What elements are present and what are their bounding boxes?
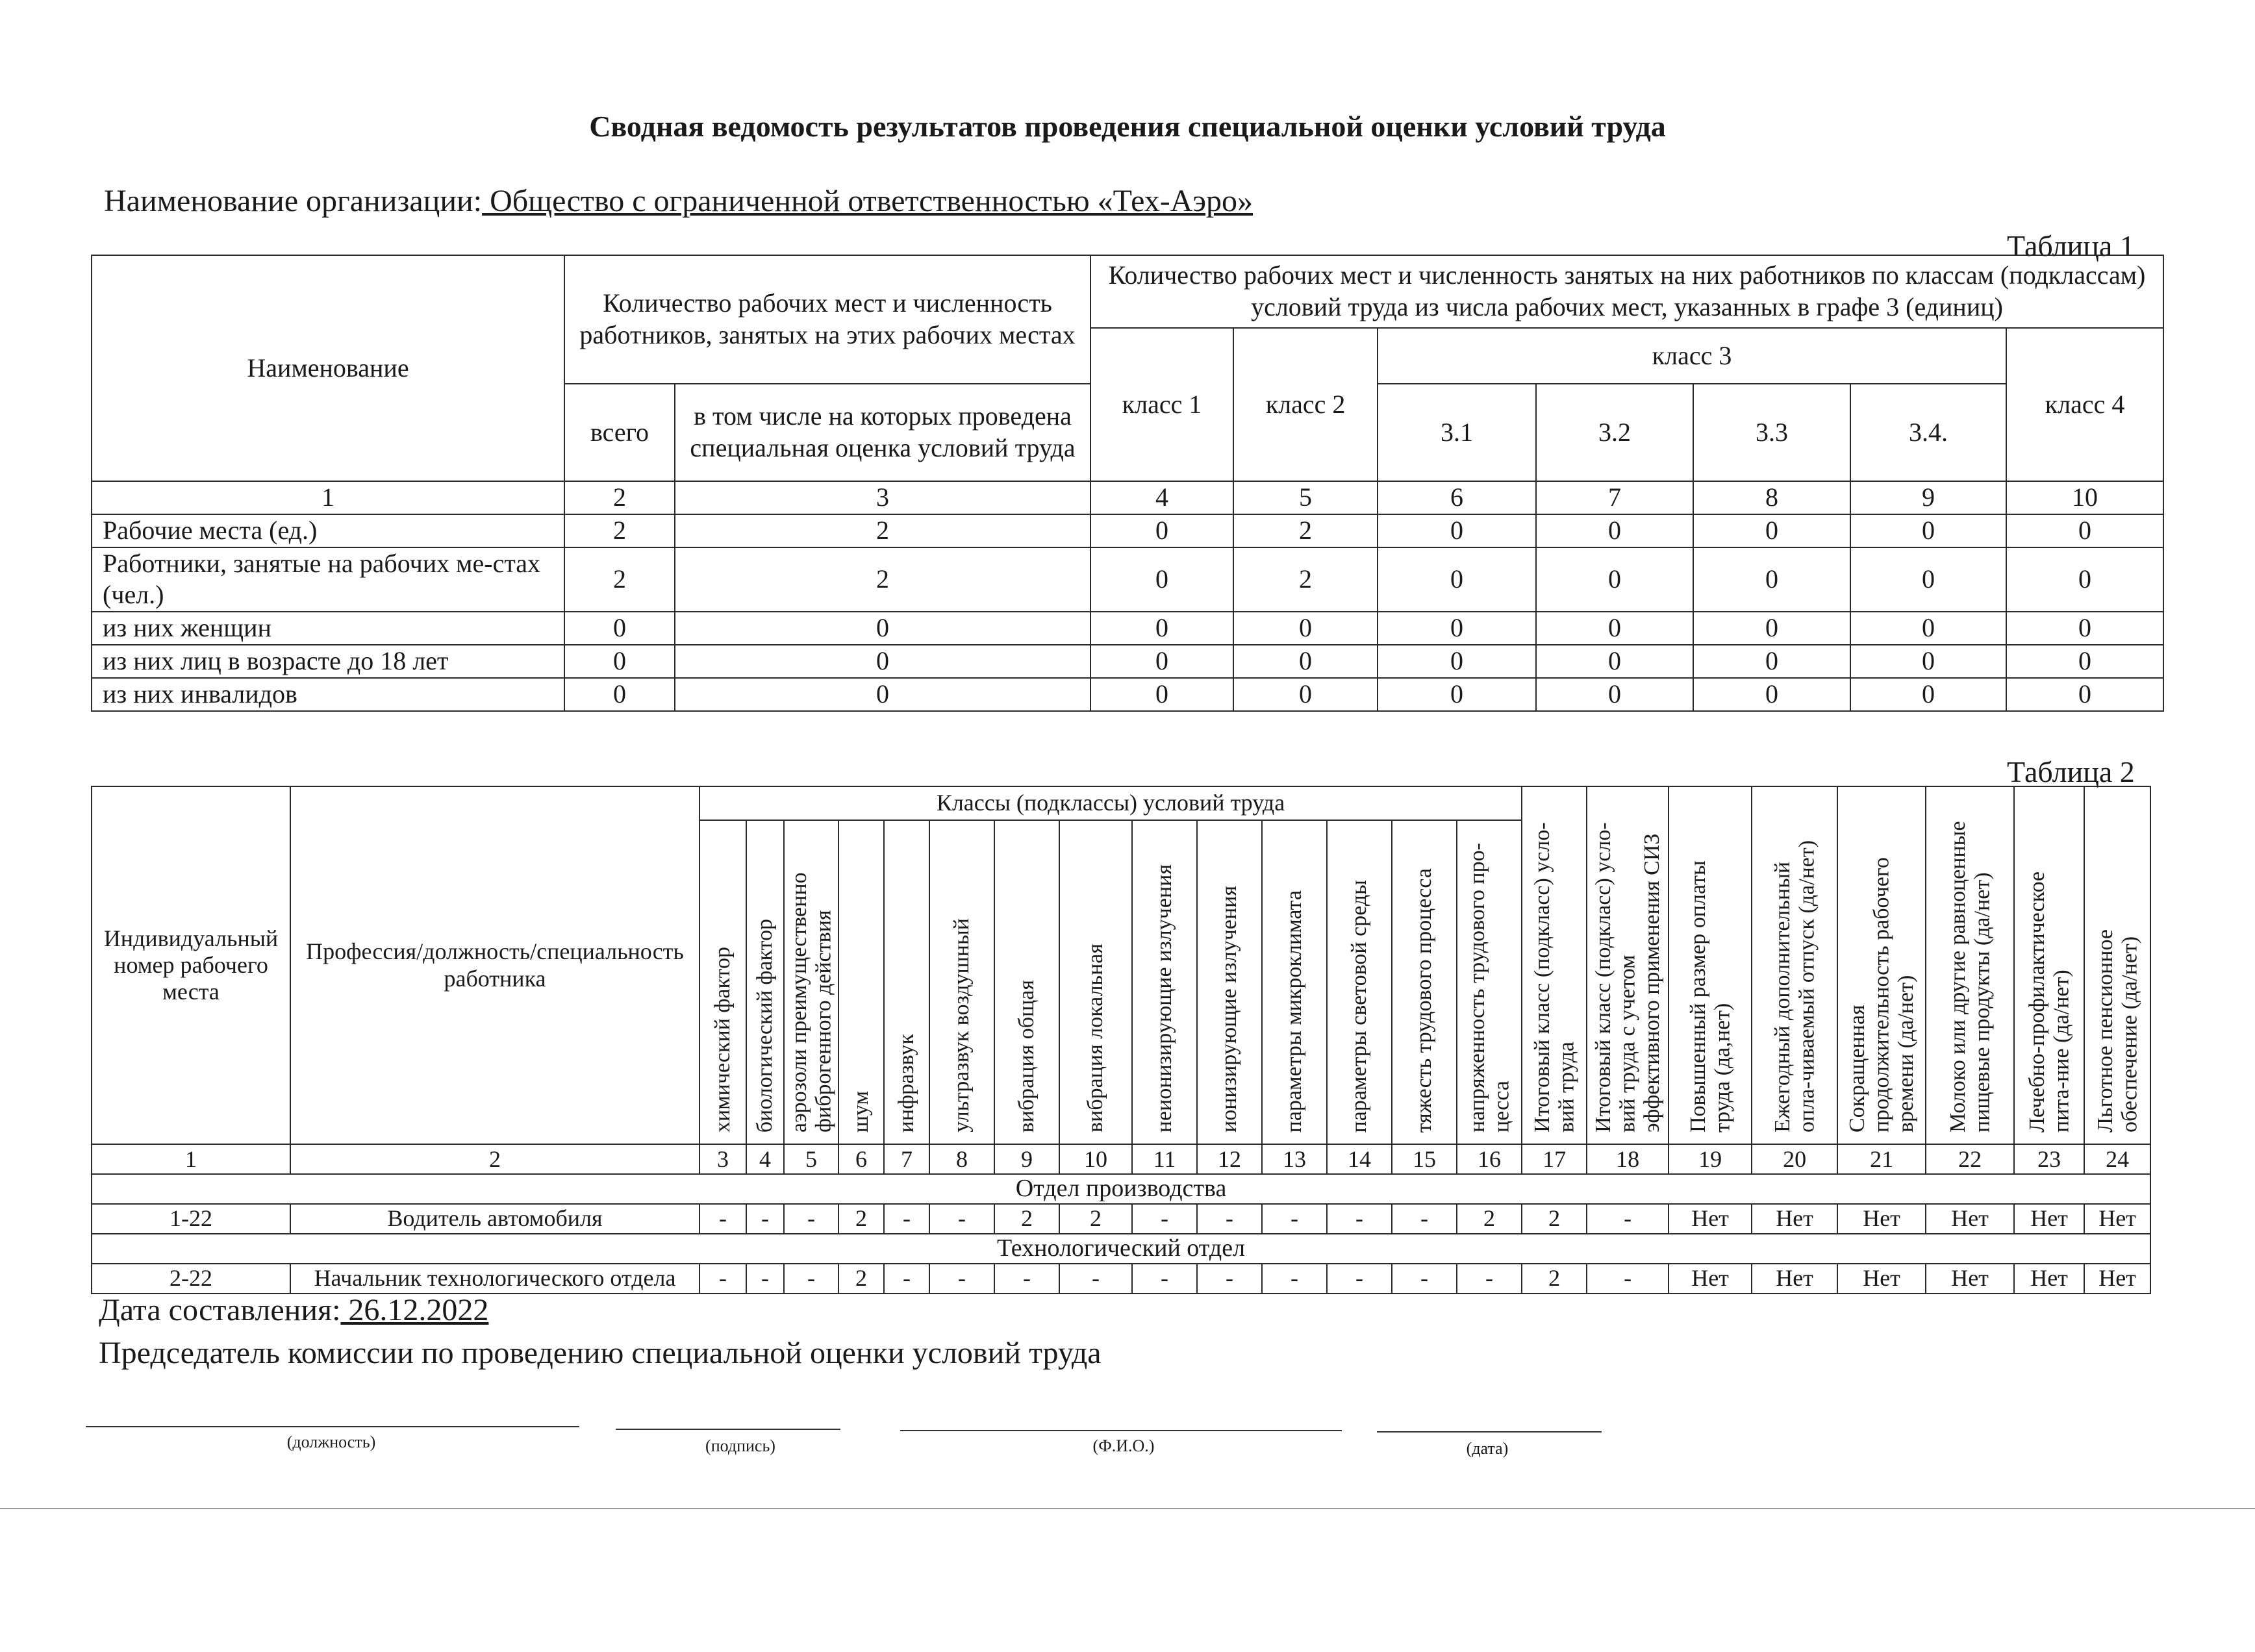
t2-cell: -: [929, 1264, 994, 1294]
t2-colnum: 18: [1587, 1144, 1669, 1174]
t1-colnum: 10: [2006, 481, 2163, 514]
t1-row: [92, 514, 2163, 547]
t1-header-3-4: 3.4.: [1850, 384, 2006, 481]
t2-cell: Нет: [1669, 1264, 1752, 1294]
t1-cell: 2: [675, 514, 1090, 547]
t2-header-milk: Молоко или другие равноценные пищевые продукты (да/нет): [1926, 786, 2014, 1144]
t1-cell: 2: [564, 514, 675, 547]
signature-line-date: [1377, 1431, 1602, 1433]
t2-header-classes: Классы (подклассы) условий труда: [699, 786, 1522, 820]
workplace-profession: Водитель автомобиля: [290, 1204, 699, 1234]
t2-colnum: 15: [1392, 1144, 1457, 1174]
t1-colnum: 3: [675, 481, 1090, 514]
t2-cell: 2: [838, 1204, 884, 1234]
t1-row-name: из них женщин: [92, 612, 564, 645]
t2-cell: 2: [838, 1264, 884, 1294]
date-label: Дата составления:: [99, 1293, 341, 1327]
t2-colnum-row: [92, 1144, 2150, 1174]
t2-colnum: 2: [290, 1144, 699, 1174]
t2-cell: -: [1327, 1204, 1392, 1234]
t2-factor-header: вибрация общая: [994, 820, 1059, 1144]
chairman-line: Председатель комиссии по проведению специальной оценки условий труда: [99, 1336, 1102, 1370]
t2-cell: Нет: [1837, 1264, 1926, 1294]
t2-colnum: 12: [1197, 1144, 1262, 1174]
t2-colnum: 22: [1926, 1144, 2014, 1174]
t2-factor-header: биологический фактор: [746, 820, 784, 1144]
t1-header-classes: Количество рабочих мест и численность занятых на них работников по классам (подклассам) условий труда из числа рабочих мест, указанных в графе 3 (единиц): [1090, 255, 2163, 328]
t1-cell: 2: [564, 547, 675, 612]
t1-colnum: 8: [1693, 481, 1850, 514]
t2-cell: -: [1392, 1264, 1457, 1294]
t2-colnum: 3: [699, 1144, 746, 1174]
t1-cell: 0: [1536, 678, 1693, 711]
t1-cell: 0: [1233, 678, 1378, 711]
t1-cell: 0: [2006, 547, 2163, 612]
t1-row-name: Работники, занятые на рабочих ме-стах (чел.): [92, 547, 564, 612]
t1-cell: 0: [1233, 612, 1378, 645]
signature-caption-signature: (подпись): [705, 1436, 775, 1455]
t1-cell: 0: [1090, 645, 1233, 678]
t2-colnum: 9: [994, 1144, 1059, 1174]
t2-header-id: Индивидуальный номер рабочего места: [92, 786, 290, 1144]
t2-colnum: 23: [2014, 1144, 2084, 1174]
t1-cell: 0: [1090, 612, 1233, 645]
t2-cell: -: [884, 1264, 929, 1294]
scan-edge-divider: [0, 1508, 2255, 1509]
document-title: Сводная ведомость результатов проведения специальной оценки условий труда: [589, 110, 1666, 143]
signature-line-signature: [616, 1429, 840, 1430]
t2-cell: -: [1262, 1204, 1327, 1234]
t2-header-reduced-hours: Сокращенная продолжительность рабочего времени (да/нет): [1837, 786, 1926, 1144]
t2-factor-header: химический фактор: [699, 820, 746, 1144]
t2-cell: -: [1197, 1264, 1262, 1294]
workplace-row: [92, 1204, 2150, 1234]
t1-cell: 2: [1233, 547, 1378, 612]
t2-colnum: 7: [884, 1144, 929, 1174]
t2-cell: -: [784, 1204, 838, 1234]
t2-cell: -: [1132, 1264, 1197, 1294]
t1-cell: 0: [1090, 514, 1233, 547]
t2-cell: -: [1197, 1204, 1262, 1234]
t2-colnum: 6: [838, 1144, 884, 1174]
t2-colnum: 4: [746, 1144, 784, 1174]
t2-cell: Нет: [1752, 1264, 1837, 1294]
t2-factor-header: параметры микроклимата: [1262, 820, 1327, 1144]
t1-cell: 0: [1378, 612, 1536, 645]
table1-caption: Таблица 1: [2007, 229, 2135, 262]
t2-cell: Нет: [1669, 1204, 1752, 1234]
signature-line-position: [86, 1426, 579, 1427]
t2-cell: Нет: [2084, 1264, 2150, 1294]
t2-cell: -: [699, 1204, 746, 1234]
workplace-row: [92, 1264, 2150, 1294]
t1-cell: 0: [1850, 678, 2006, 711]
t2-factor-header: неионизирующие излучения: [1132, 820, 1197, 1144]
t1-cell: 0: [2006, 514, 2163, 547]
t2-cell: Нет: [1926, 1204, 2014, 1234]
t2-cell: 2: [1059, 1204, 1132, 1234]
t2-cell: -: [1392, 1204, 1457, 1234]
t1-header-3-2: 3.2: [1536, 384, 1693, 481]
t1-cell: 0: [675, 645, 1090, 678]
summary-table: [91, 255, 2164, 712]
t2-cell: 2: [1457, 1204, 1522, 1234]
t2-factor-header: напряженность трудового про-цесса: [1457, 820, 1522, 1144]
t2-cell: -: [929, 1204, 994, 1234]
t1-header-class1: класс 1: [1090, 328, 1233, 481]
t1-cell: 0: [1090, 547, 1233, 612]
t1-cell: 0: [1850, 514, 2006, 547]
t2-factor-header: аэрозоли преимущественно фиброгенного действия: [784, 820, 838, 1144]
t2-colnum: 20: [1752, 1144, 1837, 1174]
t1-colnum: 1: [92, 481, 564, 514]
signature-caption-position: (должность): [286, 1433, 376, 1451]
t2-factor-header: инфразвук: [884, 820, 929, 1144]
t2-colnum: 16: [1457, 1144, 1522, 1174]
t1-header-total: всего: [564, 384, 675, 481]
date-value: 26.12.2022: [340, 1293, 489, 1327]
t2-header-pay: Повышенный размер оплаты труда (да,нет): [1669, 786, 1752, 1144]
t2-cell: -: [699, 1264, 746, 1294]
t1-header-3-3: 3.3: [1693, 384, 1850, 481]
section-title: Отдел производства: [92, 1174, 2150, 1204]
t2-cell: -: [746, 1264, 784, 1294]
t1-cell: 0: [1850, 612, 2006, 645]
table2-caption: Таблица 2: [2007, 755, 2135, 788]
t2-header-vacation: Ежегодный дополнительный опла-чиваемый отпуск (да/нет): [1752, 786, 1837, 1144]
t2-cell: Нет: [1837, 1204, 1926, 1234]
t1-colnum: 4: [1090, 481, 1233, 514]
t2-header-final-class-siz: Итоговый класс (подкласс) усло-вий труда с учетом эффективного применения СИЗ: [1587, 786, 1669, 1144]
t1-colnum: 5: [1233, 481, 1378, 514]
t2-colnum: 17: [1522, 1144, 1587, 1174]
t2-cell: -: [1587, 1204, 1669, 1234]
t1-cell: 0: [1378, 678, 1536, 711]
t1-colnum: 2: [564, 481, 675, 514]
t1-row-name: Рабочие места (ед.): [92, 514, 564, 547]
t2-colnum: 13: [1262, 1144, 1327, 1174]
t2-factor-header: шум: [838, 820, 884, 1144]
t2-cell: -: [1262, 1264, 1327, 1294]
t1-cell: 2: [675, 547, 1090, 612]
t2-header-pension: Льготное пенсионное обеспечение (да/нет): [2084, 786, 2150, 1144]
t2-cell: Нет: [1752, 1204, 1837, 1234]
t2-cell: -: [1132, 1204, 1197, 1234]
t2-colnum: 24: [2084, 1144, 2150, 1174]
t1-cell: 0: [1378, 514, 1536, 547]
t2-header-final-class: Итоговый класс (подкласс) усло-вий труда: [1522, 786, 1587, 1144]
t2-cell: Нет: [1926, 1264, 2014, 1294]
workplace-id: 2-22: [92, 1264, 290, 1294]
t1-cell: 0: [1090, 678, 1233, 711]
t2-cell: 2: [1522, 1264, 1587, 1294]
t1-cell: 0: [1693, 612, 1850, 645]
t2-header-nutrition: Лечебно-профилактическое пита-ние (да/нет): [2014, 786, 2084, 1144]
t1-cell: 0: [1850, 645, 2006, 678]
workplaces-table: [91, 786, 2151, 1294]
t1-colnum: 9: [1850, 481, 2006, 514]
t2-factor-header: ультразвук воздушный: [929, 820, 994, 1144]
t2-cell: 2: [994, 1204, 1059, 1234]
t1-cell: 0: [1536, 547, 1693, 612]
t2-colnum: 8: [929, 1144, 994, 1174]
t2-cell: Нет: [2084, 1204, 2150, 1234]
t1-cell: 0: [1536, 645, 1693, 678]
t1-row: [92, 612, 2163, 645]
t2-colnum: 5: [784, 1144, 838, 1174]
t2-colnum: 1: [92, 1144, 290, 1174]
t2-cell: Нет: [2014, 1204, 2084, 1234]
t1-header-class4: класс 4: [2006, 328, 2163, 481]
t2-cell: -: [1327, 1264, 1392, 1294]
t1-cell: 0: [675, 678, 1090, 711]
t2-cell: -: [1457, 1264, 1522, 1294]
t1-cell: 0: [1536, 514, 1693, 547]
t1-cell: 0: [1693, 678, 1850, 711]
t2-factor-header: параметры световой среды: [1327, 820, 1392, 1144]
organization-label: Наименование организации:: [104, 184, 483, 218]
workplace-id: 1-22: [92, 1204, 290, 1234]
section-title: Технологический отдел: [92, 1234, 2150, 1264]
t1-cell: 2: [1233, 514, 1378, 547]
t2-factor-header: ионизирующие излучения: [1197, 820, 1262, 1144]
t2-colnum: 10: [1059, 1144, 1132, 1174]
t2-factor-header: тяжесть трудового процесса: [1392, 820, 1457, 1144]
workplace-profession: Начальник технологического отдела: [290, 1264, 699, 1294]
t2-header-profession: Профессия/должность/специальность работника: [290, 786, 699, 1144]
t2-colnum: 21: [1837, 1144, 1926, 1174]
t1-header-class2: класс 2: [1233, 328, 1378, 481]
t2-colnum: 14: [1327, 1144, 1392, 1174]
t1-row-name: из них инвалидов: [92, 678, 564, 711]
t1-row-name: из них лиц в возрасте до 18 лет: [92, 645, 564, 678]
t2-cell: 2: [1522, 1204, 1587, 1234]
t1-cell: 0: [1233, 645, 1378, 678]
t2-cell: -: [994, 1264, 1059, 1294]
t1-row: [92, 547, 2163, 612]
t1-colnum: 6: [1378, 481, 1536, 514]
compilation-date: [99, 1292, 488, 1328]
t1-cell: 0: [1378, 645, 1536, 678]
t1-cell: 0: [1693, 514, 1850, 547]
t1-cell: 0: [1378, 547, 1536, 612]
t1-header-name: Наименование: [92, 255, 564, 481]
t1-cell: 0: [564, 678, 675, 711]
t1-header-3-1: 3.1: [1378, 384, 1536, 481]
t1-cell: 0: [1850, 547, 2006, 612]
t1-cell: 0: [2006, 678, 2163, 711]
t1-header-class3: класс 3: [1378, 328, 2006, 384]
t1-cell: 0: [564, 612, 675, 645]
t1-colnum-row: [92, 481, 2163, 514]
organization-value: Общество с ограниченной ответственностью «Тех-Аэро»: [482, 184, 1253, 218]
t2-factor-header: вибрация локальная: [1059, 820, 1132, 1144]
signature-line-name: [900, 1430, 1342, 1431]
t2-cell: Нет: [2014, 1264, 2084, 1294]
t1-cell: 0: [1693, 547, 1850, 612]
t1-cell: 0: [675, 612, 1090, 645]
t1-cell: 0: [2006, 645, 2163, 678]
t1-row: [92, 678, 2163, 711]
t2-cell: -: [784, 1264, 838, 1294]
t2-cell: -: [746, 1204, 784, 1234]
t1-cell: 0: [1693, 645, 1850, 678]
t1-header-count: Количество рабочих мест и численность работников, занятых на этих рабочих местах: [564, 255, 1090, 384]
t1-cell: 0: [1536, 612, 1693, 645]
t1-row: [92, 645, 2163, 678]
t1-cell: 0: [564, 645, 675, 678]
t2-colnum: 11: [1132, 1144, 1197, 1174]
t2-colnum: 19: [1669, 1144, 1752, 1174]
signature-caption-name: (Ф.И.О.): [1092, 1436, 1155, 1455]
signature-caption-date: (дата): [1466, 1439, 1509, 1458]
t2-cell: -: [1587, 1264, 1669, 1294]
t1-header-assessed: в том числе на которых проведена специальная оценка условий труда: [675, 384, 1090, 481]
t2-cell: -: [884, 1204, 929, 1234]
t1-cell: 0: [2006, 612, 2163, 645]
t2-cell: -: [1059, 1264, 1132, 1294]
organization-line: [104, 183, 1253, 219]
t1-colnum: 7: [1536, 481, 1693, 514]
